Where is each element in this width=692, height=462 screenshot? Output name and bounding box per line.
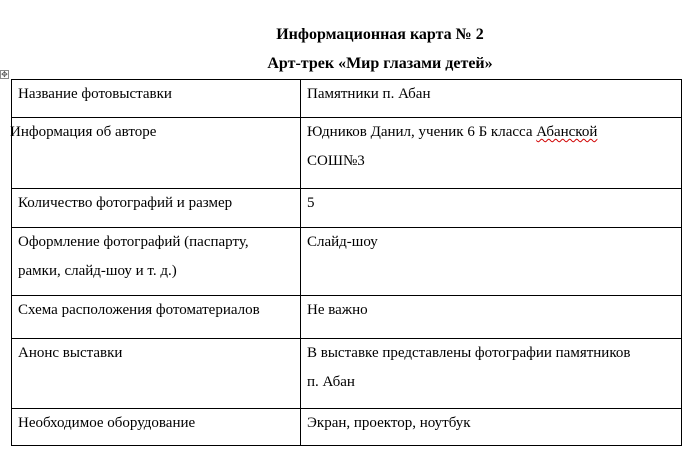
row-value-cell[interactable] [301, 339, 682, 409]
table-row [12, 409, 682, 446]
row-value-line2: СОШ№3 [307, 153, 365, 169]
row-label[interactable]: Количество фотографий и размер [12, 189, 301, 228]
row-label-cell[interactable] [12, 228, 301, 296]
document-title: Информационная карта № 2 [276, 26, 484, 43]
table-move-handle-icon[interactable]: ✥ [1, 70, 8, 79]
row-label-line1: Оформление фотографий (паспарту, [18, 234, 249, 250]
table-row [12, 339, 682, 409]
row-label[interactable]: Необходимое оборудование [12, 409, 301, 446]
row-value: Юдников Данил, ученик 6 Б класса [307, 124, 537, 140]
table-row [12, 296, 682, 339]
table-row [12, 228, 682, 296]
row-label-cell[interactable] [12, 118, 301, 189]
table-row [12, 118, 682, 189]
table-row [12, 80, 682, 118]
row-label: Информация об авторе [10, 124, 157, 140]
row-label[interactable]: Анонс выставки [12, 339, 301, 409]
spellcheck-flagged-word: Абанской [536, 124, 598, 140]
row-value[interactable]: Памятники п. Абан [301, 80, 682, 118]
row-value[interactable]: Слайд-шоу [301, 228, 682, 296]
row-label[interactable]: Название фотовыставки [12, 80, 301, 118]
row-label-line2: рамки, слайд-шоу и т. д.) [18, 263, 177, 279]
row-value[interactable]: Не важно [301, 296, 682, 339]
table-row [12, 189, 682, 228]
row-value-cell[interactable] [301, 118, 682, 189]
row-value[interactable]: 5 [301, 189, 682, 228]
row-value-line1: В выставке представлены фотографии памятников [307, 345, 631, 361]
row-value-line2: п. Абан [307, 374, 355, 390]
info-card-table [11, 79, 682, 446]
row-label[interactable]: Схема расположения фотоматериалов [12, 296, 301, 339]
document-subtitle: Арт-трек «Мир глазами детей» [267, 55, 493, 72]
row-value[interactable]: Экран, проектор, ноутбук [301, 409, 682, 446]
